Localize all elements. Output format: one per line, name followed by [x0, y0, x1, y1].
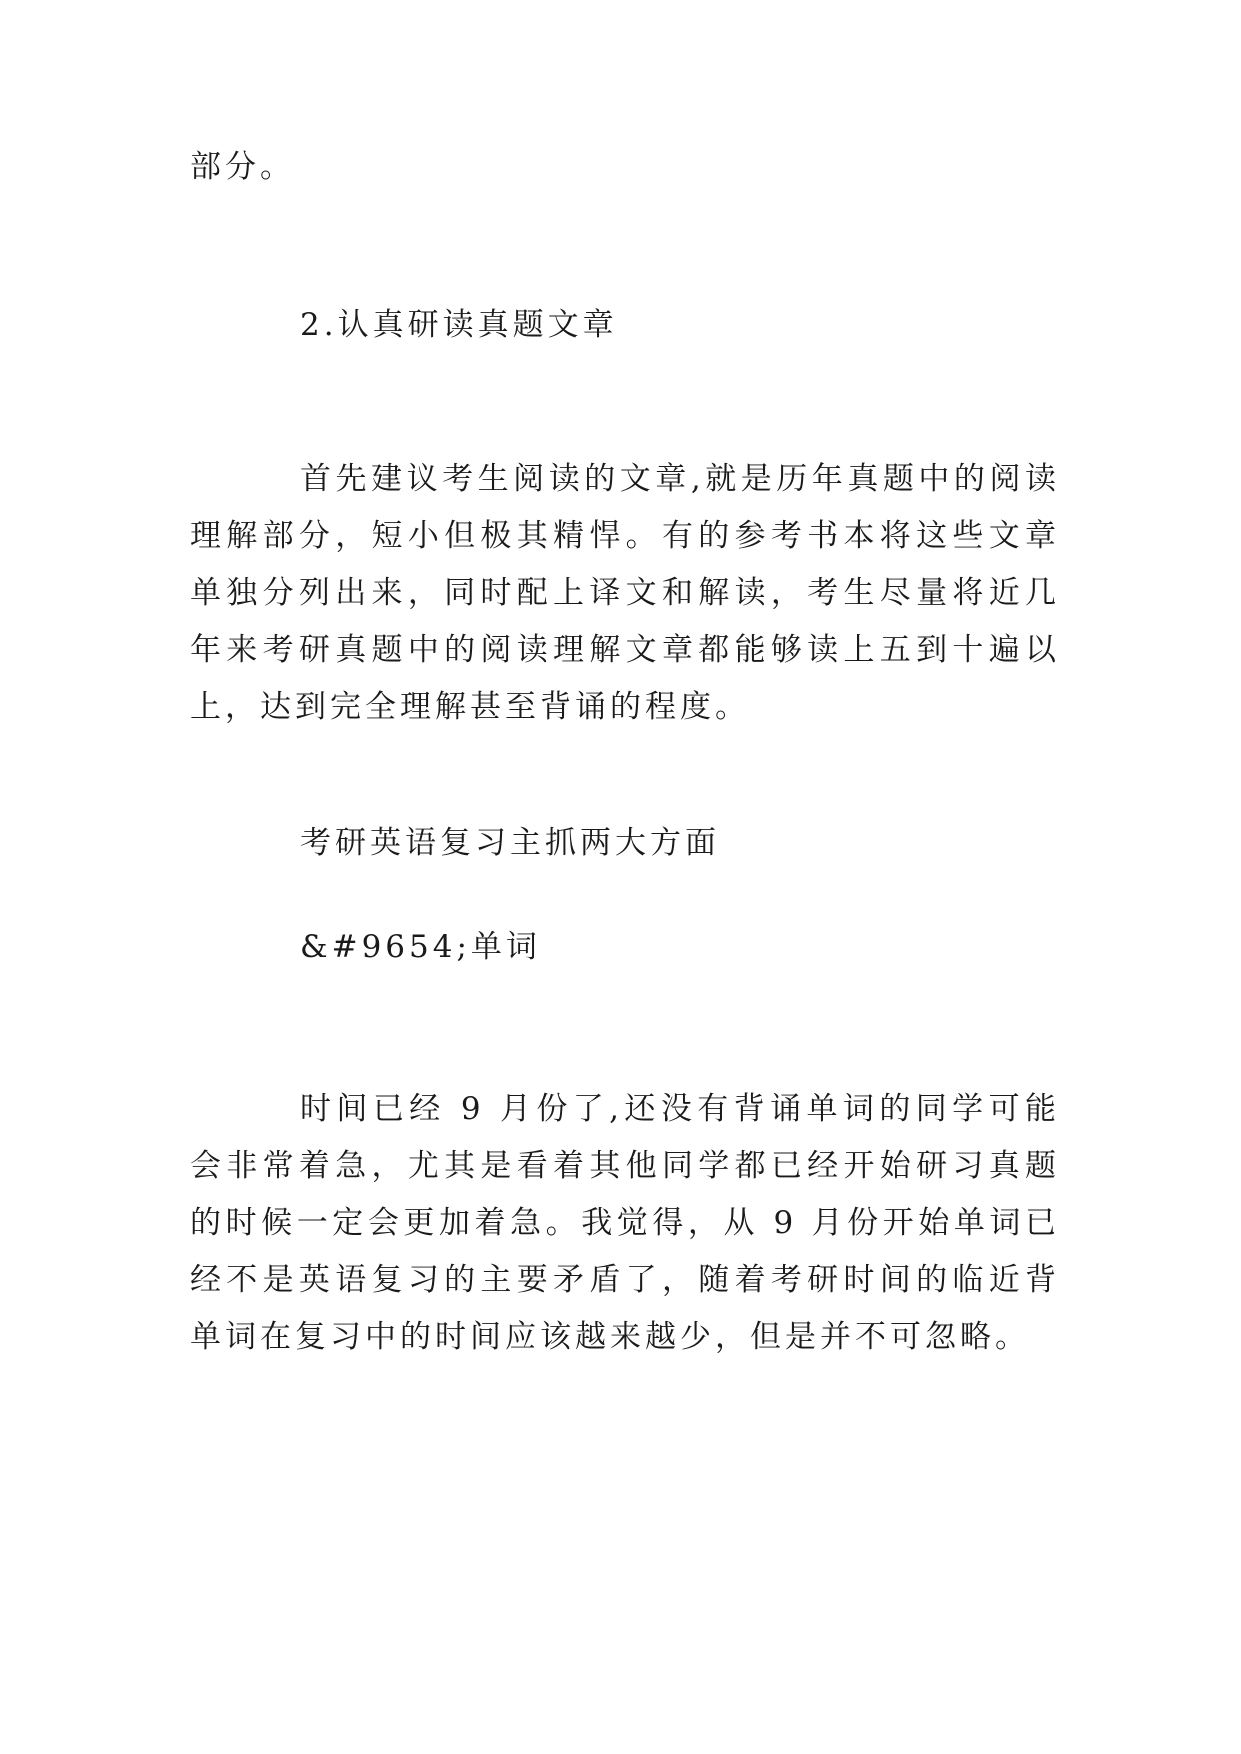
words-paragraph: 时间已经 9 月份了,还没有背诵单词的同学可能会非常着急，尤其是看着其他同学都已经开始研习真题的时候一定会更加着急。我觉得，从 9 月份开始单词已经不是英语复习的主要矛盾了，随着考研时间的临近背单词在复习中的时间应该越来越少，但是并不可忽略。 — [190, 1091, 1060, 1355]
main-heading: 考研英语复习主抓两大方面 — [300, 825, 720, 861]
words-heading: &#9654;单词 — [300, 929, 541, 965]
continuation-text: 部分。 — [190, 149, 295, 185]
reading-paragraph: 首先建议考生阅读的文章,就是历年真题中的阅读理解部分，短小但极其精悍。有的参考书本将这些文章单独分列出来，同时配上译文和解读，考生尽量将近几年来考研真题中的阅读理解文章都能够读上五到十遍以上，达到完全理解甚至背诵的程度。 — [190, 461, 1060, 725]
section-heading-2: 2.认真研读真题文章 — [300, 307, 618, 343]
